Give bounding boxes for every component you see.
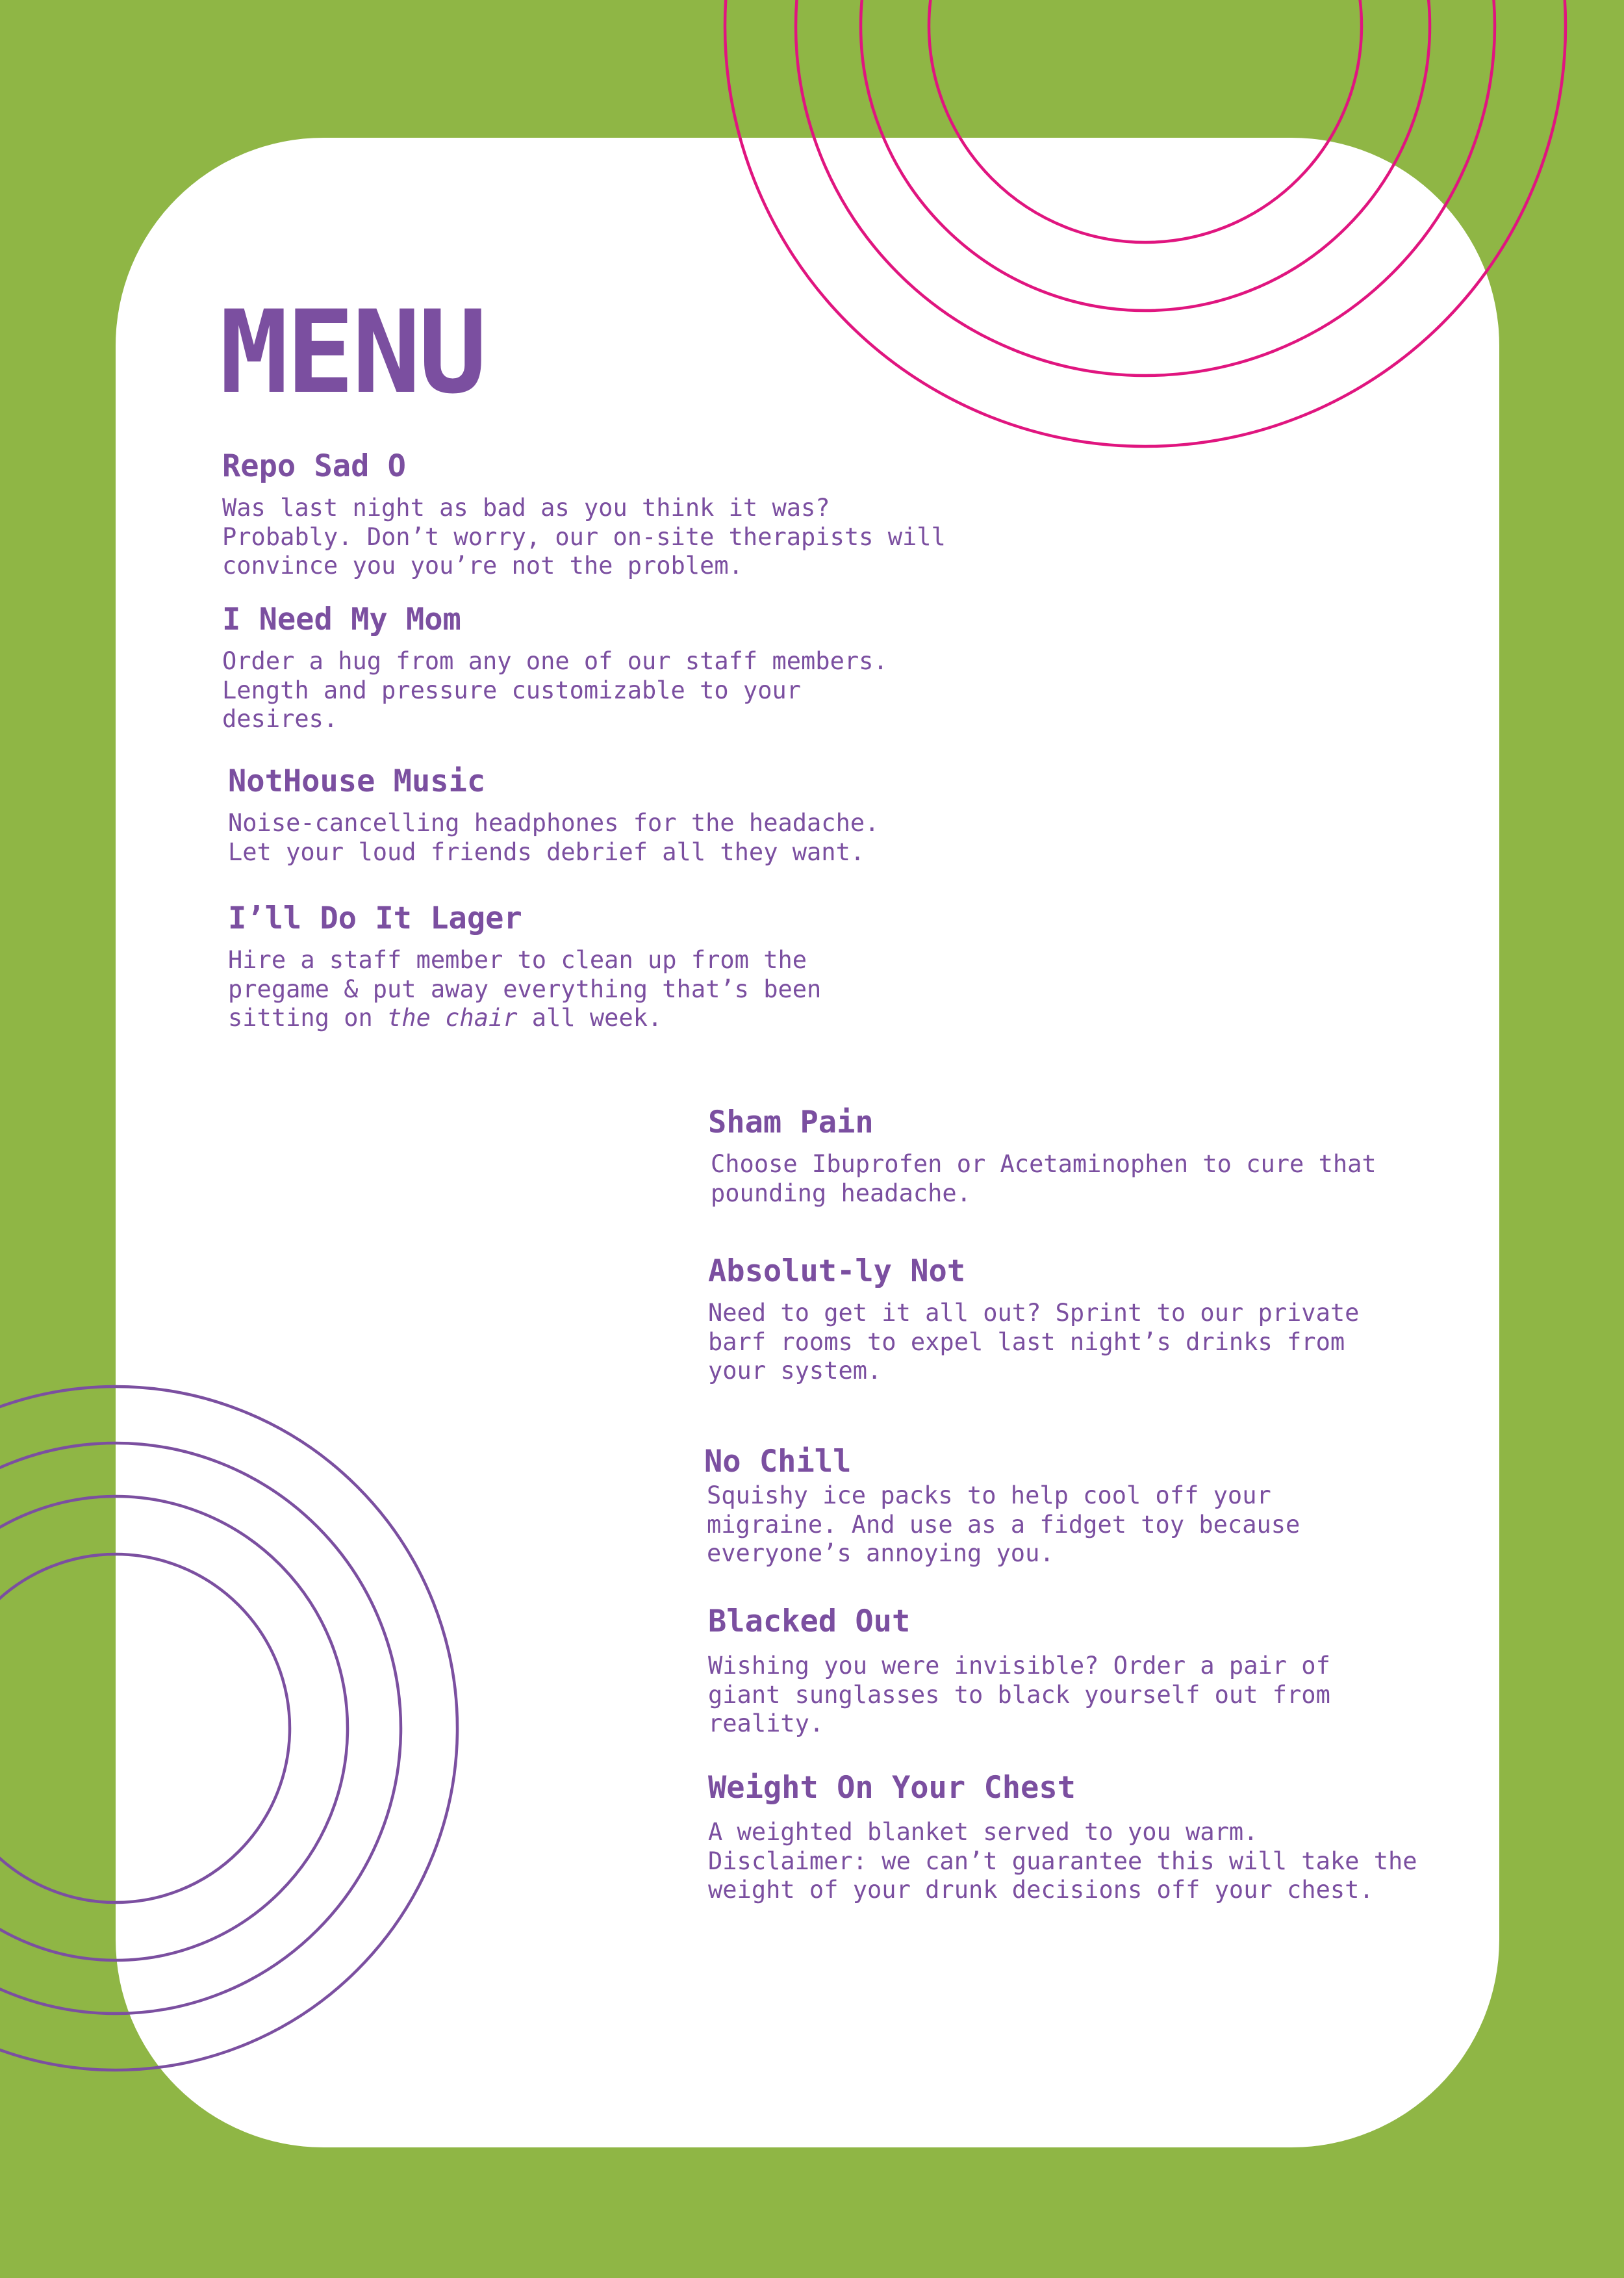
- menu-item-absolut-ly-not: [708, 1253, 1359, 1386]
- menu-item-nothouse-music: [228, 763, 879, 867]
- menu-item-name: NotHouse Music: [228, 763, 486, 799]
- menu-item-name: Weight On Your Chest: [708, 1770, 1076, 1806]
- menu-item-description: A weighted blanket served to you warm. Disclaimer: we can’t guarantee this will take the weight of your drunk decisions off your chest.: [708, 1818, 1417, 1904]
- menu-item-description: Choose Ibuprofen or Acetaminophen to cure that pounding headache.: [711, 1150, 1377, 1207]
- menu-item-description: Noise-cancelling headphones for the headache. Let your loud friends debrief all they want.: [228, 809, 880, 866]
- menu-item-description: Wishing you were invisible? Order a pair of giant sunglasses to black yourself out from reality.: [708, 1652, 1330, 1738]
- menu-item-i-need-my-mom: [222, 602, 888, 734]
- ring-bottom-3: [0, 1443, 401, 2014]
- menu-item-description: Squishy ice packs to help cool off your migraine. And use as a fidget toy because everyone’s annoying you.: [707, 1481, 1300, 1568]
- ring-bottom-4: [0, 1387, 457, 2070]
- ring-top-2: [861, 0, 1430, 311]
- menu-item-weight-on-your-chest: [708, 1770, 1417, 1905]
- menu-item-blacked-out: [708, 1604, 1330, 1739]
- emphasis-the-chair: the chair: [387, 1004, 518, 1032]
- menu-item-name: I’ll Do It Lager: [228, 901, 522, 936]
- menu-item-description: Need to get it all out? Sprint to our private barf rooms to expel last night’s drinks from your system.: [708, 1299, 1360, 1385]
- ring-top-1: [929, 0, 1362, 242]
- menu-item-name: Blacked Out: [708, 1604, 911, 1639]
- ring-top-3: [796, 0, 1495, 376]
- menu-item-description: Hire a staff member to clean up from the pregame & put away everything that’s been sitting on the chair all week.: [228, 946, 822, 1032]
- menu-item-name: I Need My Mom: [222, 602, 461, 637]
- menu-item-name: Sham Pain: [708, 1105, 874, 1140]
- menu-item-name: Repo Sad O: [222, 448, 406, 484]
- menu-item-no-chill: [704, 1444, 1300, 1568]
- menu-item-repo-sad-o: [222, 448, 946, 581]
- ring-top-4: [725, 0, 1566, 446]
- menu-item-description: Order a hug from any one of our staff members. Length and pressure customizable to your desires.: [222, 647, 888, 734]
- menu-item-sham-pain: [708, 1105, 1377, 1208]
- menu-item-name: Absolut-ly Not: [708, 1253, 966, 1289]
- menu-item-description: Was last night as bad as you think it was? Probably. Don’t worry, our on-site therapists will convince you you’re not the problem.: [222, 494, 946, 580]
- ring-bottom-1: [0, 1554, 290, 1902]
- menu-title: MENU: [220, 286, 485, 419]
- menu-item-name: No Chill: [704, 1444, 852, 1479]
- menu-item-ill-do-it-lager: [228, 901, 821, 1033]
